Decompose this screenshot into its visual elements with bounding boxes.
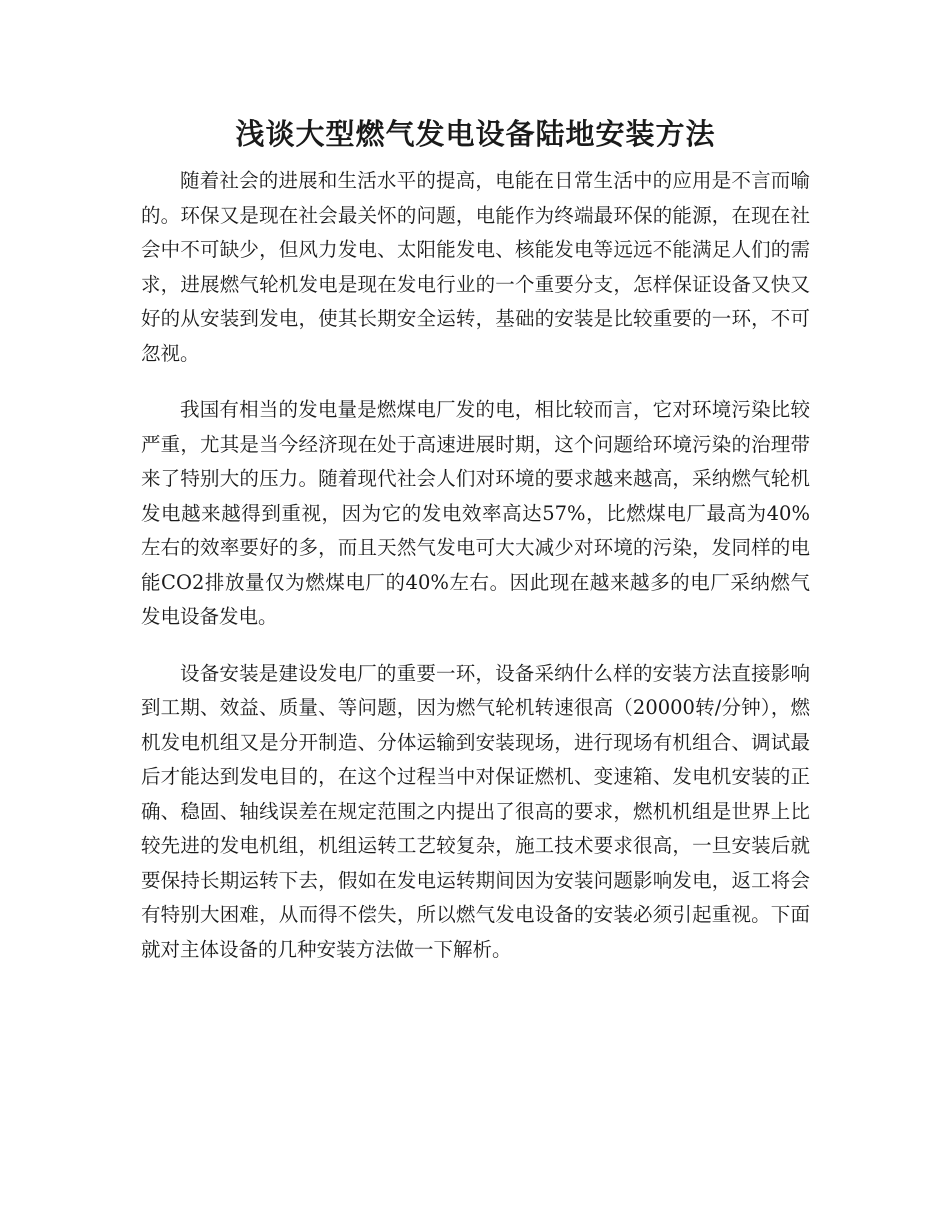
body-paragraph-3: 设备安装是建设发电厂的重要一环，设备采纳什么样的安装方法直接影响到工期、效益、质量、等问题，因为燃气轮机转速很高（20000转/分钟），燃机发电机组又是分开制造、分体运输到安装现场，进行现场有机组合、调试最后才能达到发电目的，在这个过程当中对保证燃机、变速箱、发电机安装的正确、稳固、轴线误差在规定范围之内提出了很高的要求，燃机机组是世界上比较先进的发电机组，机组运转工艺较复杂，施工技术要求很高，一旦安装后就要保持长期运转下去，假如在发电运转期间因为安装问题影响发电，返工将会有特别大困难，从而得不偿失，所以燃气发电设备的安装必须引起重视。下面就对主体设备的几种安装方法做一下解析。: [141, 661, 810, 961]
body-paragraph-1: 随着社会的进展和生活水平的提高，电能在日常生活中的应用是不言而喻的。环保又是现在社会最关怀的问题，电能作为终端最环保的能源，在现在社会中不可缺少，但风力发电、太阳能发电、核能发电等远远不能满足人们的需求，进展燃气轮机发电是现在发电行业的一个重要分支，怎样保证设备又快又好的从安装到发电，使其长期安全运转，基础的安装是比较重要的一环，不可忽视。: [141, 169, 810, 365]
body-paragraph-2: 我国有相当的发电量是燃煤电厂发的电，相比较而言，它对环境污染比较严重，尤其是当今经济现在处于高速进展时期，这个问题给环境污染的治理带来了特别大的压力。随着现代社会人们对环境的要求越来越高，采纳燃气轮机发电越来越得到重视，因为它的发电效率高达57%，比燃煤电厂最高为40%左右的效率要好的多，而且天然气发电可大大减少对环境的污染，发同样的电能CO2排放量仅为燃煤电厂的40%左右。因此现在越来越多的电厂采纳燃气发电设备发电。: [141, 398, 810, 628]
document-title: 浅谈大型燃气发电设备陆地安装方法: [235, 117, 716, 151]
